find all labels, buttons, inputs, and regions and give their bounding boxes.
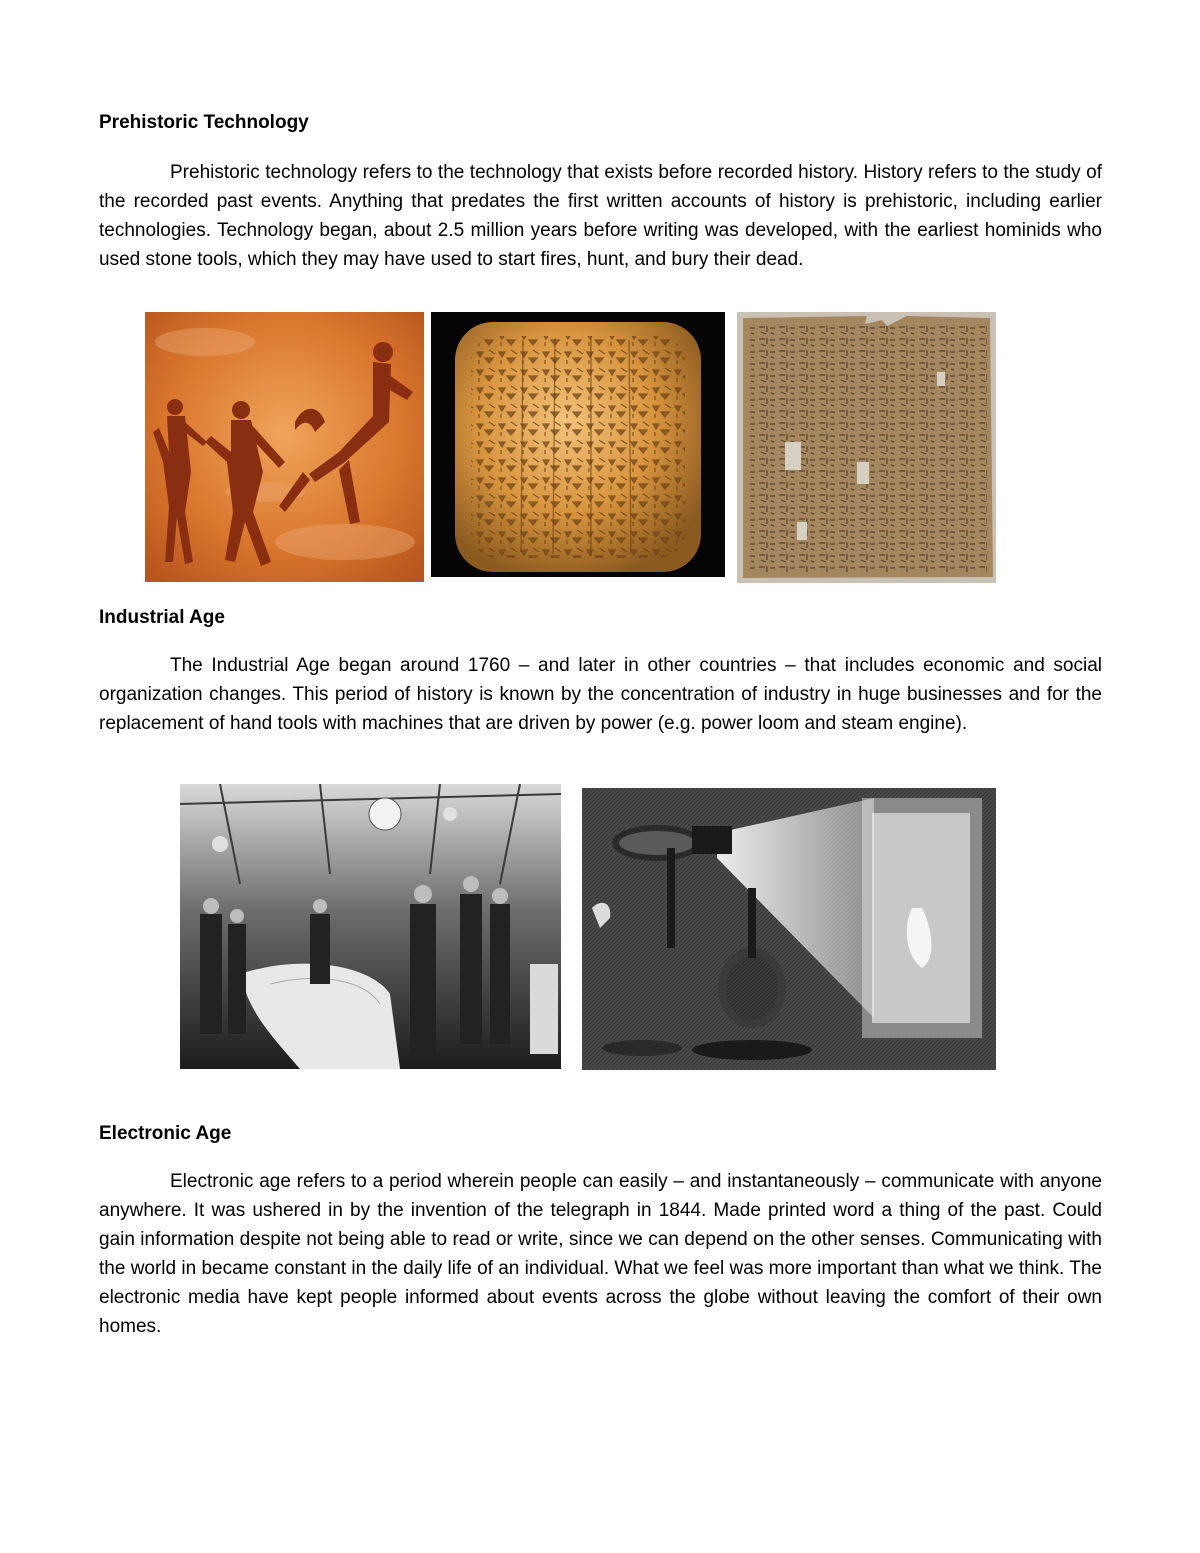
papyrus-manuscript-image [737, 312, 996, 583]
projector-engraving-image [582, 788, 996, 1070]
heading-prehistoric-technology: Prehistoric Technology [99, 112, 309, 133]
paragraph-electronic-age: Electronic age refers to a period wherein people can easily – and instantaneously – communicate with anyone anywhere. It was ushered in by the invention of the telegraph in 1844. Made printed word a thing of the past. Could gain information despite not being able to read or write, since we can depend on the other senses. Communicating with the world in became constant in the daily life of an individual. What we feel was more important than what we think. The electronic media have kept people informed about events across the globe without leaving the comfort of their own homes. [99, 1171, 1102, 1337]
cuneiform-tablet-image [431, 312, 725, 577]
heading-industrial-age: Industrial Age [99, 607, 225, 628]
paragraph-prehistoric-technology: Prehistoric technology refers to the technology that exists before recorded history. History refers to the study of the recorded past events. Anything that predates the first written accounts of history is prehistoric, including earlier technologies. Technology began, about 2.5 million years before writing was developed, with the earliest hominids who used stone tools, which they may have used to start fires, hunt, and bury their dead. [99, 162, 1102, 270]
heading-electronic-age: Electronic Age [99, 1123, 232, 1144]
factory-workers-image [180, 784, 561, 1069]
cave-painting-image [145, 312, 424, 582]
paragraph-industrial-age: The Industrial Age began around 1760 – and later in other countries – that includes economic and social organization changes. This period of history is known by the concentration of industry in huge businesses and for the replacement of hand tools with machines that are driven by power (e.g. power loom and steam engine). [99, 655, 1102, 734]
